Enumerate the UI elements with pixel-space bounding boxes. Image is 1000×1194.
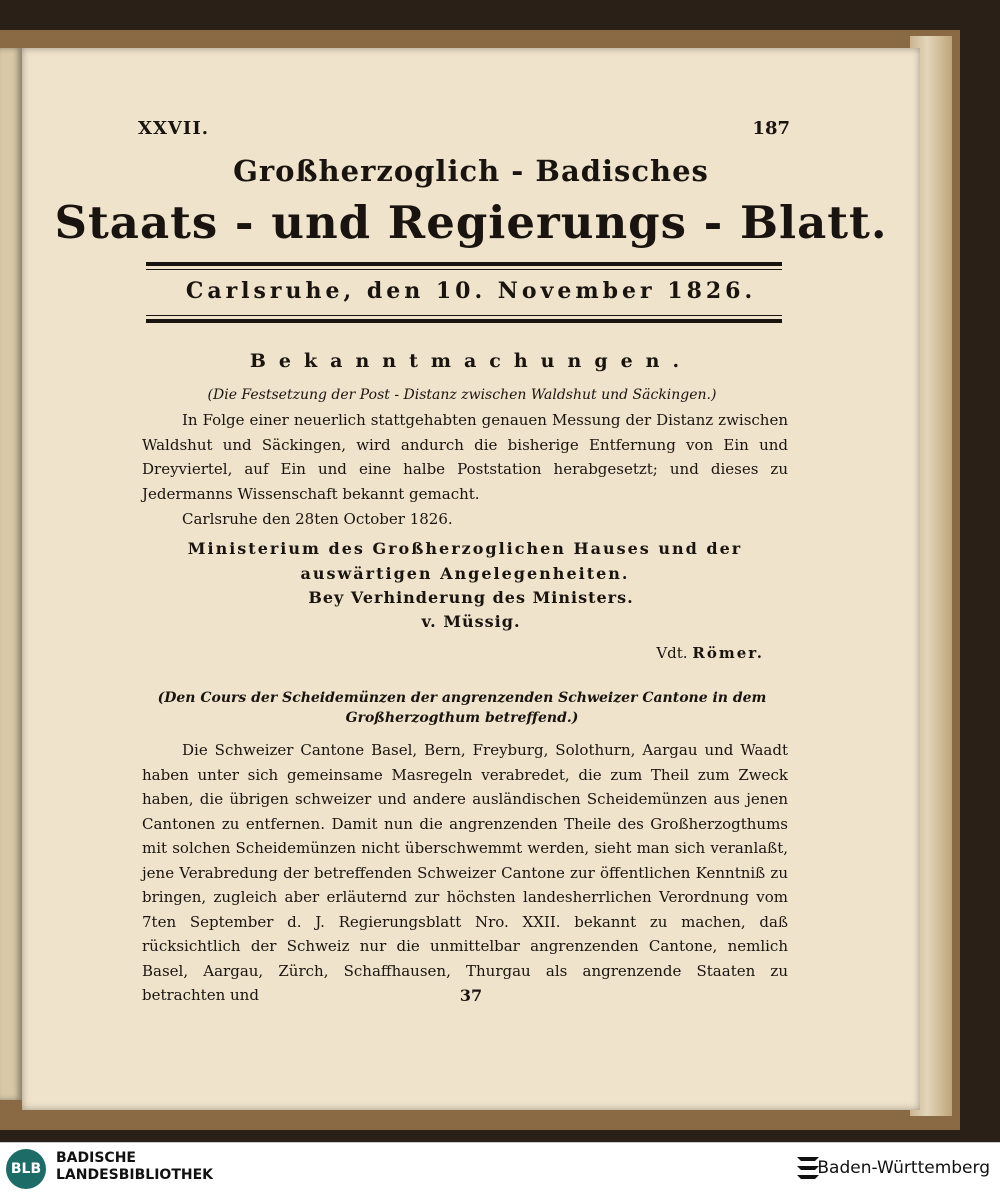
issue-dateline: Carlsruhe, den 10. November 1826.: [185, 278, 757, 304]
vidit-name: Römer.: [692, 644, 764, 662]
state-name[interactable]: Baden-Württemberg: [817, 1158, 990, 1178]
rule-bottom-thick: [146, 319, 782, 323]
masthead-line1: Großherzoglich - Badisches: [233, 154, 709, 188]
library-name-line2: LANDESBIBLIOTHEK: [56, 1167, 214, 1183]
rule-top-thick: [146, 262, 782, 266]
notice2-subject: (Den Cours der Scheidemünzen der angrenzenden Schweizer Cantone in dem Großherzogthum betreffend.): [157, 690, 767, 726]
masthead-title: Staats - und Regierungs - Blatt.: [54, 196, 888, 249]
notice1-body: In Folge einer neuerlich stattgehabten genauen Messung der Distanz zwischen Waldshut und Säckingen, wird andurch die bisherige Entfernung von Ein und Dreyviertel, auf Ein und eine halbe Poststation herabgesetzt; und dieses zu Jedermanns Wissenschaft bekannt gemacht.: [142, 411, 788, 503]
notice2-body: Die Schweizer Cantone Basel, Bern, Freyburg, Solothurn, Aargau und Waadt haben unter sich gemeinsame Masregeln verabredet, die zum Theil zum Zweck haben, die übrigen schweizer und andere ausländischen Scheidemünzen aus jenen Cantonen zu entfernen. Damit nun die angrenzenden Theile des Großherzogthums mit solchen Scheidemünzen nicht überschwemmt werden, sieht man sich veranlaßt, jene Verabredung der betreffenden Schweizer Cantone zur öffentlichen Kenntniß zu bringen, zugleich aber erläuternd zur höchsten landesherrlichen Verordnung vom 7ten September d. J. Regierungsblatt Nro. XXII. bekannt zu machen, daß rücksichtlich der Schweiz nur die unmittelbar angrenzenden Cantone, nemlich Basel, Aargau, Zürch, Schaffhausen, Thurgau als angrenzende Staaten zu betrachten und: [142, 741, 788, 1004]
notice1-signatory: v. Müssig.: [421, 612, 521, 631]
notice1-absence-note: Bey Verhinderung des Ministers.: [308, 588, 634, 607]
section-heading: Bekanntmachungen.: [249, 350, 693, 372]
rule-bottom-thin: [146, 315, 782, 316]
library-name-line1: BADISCHE: [56, 1150, 136, 1166]
vidit-label: Vdt.: [656, 644, 688, 662]
facing-page-edge: [0, 48, 22, 1100]
document-page: [22, 48, 920, 1110]
folio-number: 37: [459, 986, 483, 1005]
running-head: [138, 118, 790, 142]
notice1-date: Carlsruhe den 28ten October 1826.: [182, 510, 453, 528]
signature-mark: XXVII.: [138, 118, 210, 139]
page-number: 187: [752, 118, 790, 139]
notice1-subject: (Die Festsetzung der Post - Distanz zwischen Waldshut und Säckingen.): [207, 387, 717, 403]
viewer-footer: [0, 1142, 1000, 1194]
rule-top-thin: [146, 269, 782, 270]
notice1-vidit: [656, 644, 764, 662]
library-name[interactable]: [56, 1150, 213, 1184]
blb-logo[interactable]: BLB: [6, 1149, 46, 1189]
notice1-ministry: Ministerium des Großherzoglichen Hauses und der auswärtigen Angelegenheiten.: [187, 539, 743, 583]
